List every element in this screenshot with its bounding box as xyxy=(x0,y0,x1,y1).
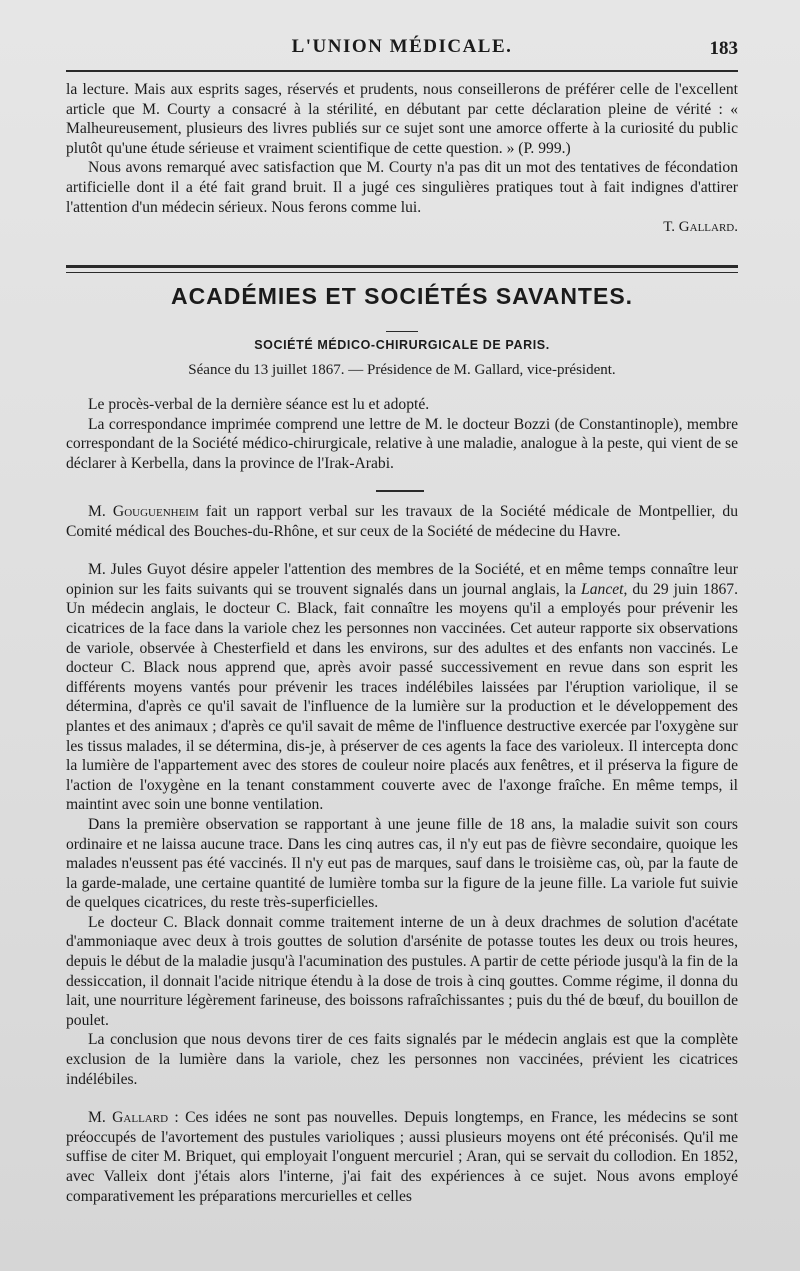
section-rule xyxy=(66,265,738,268)
section-rule-thin xyxy=(66,272,738,273)
section-title: ACADÉMIES ET SOCIÉTÉS SAVANTES. xyxy=(170,283,634,309)
minutes-body xyxy=(66,502,738,1206)
header-rule xyxy=(66,70,738,72)
journal-title: Lancet xyxy=(581,580,624,598)
body-paragraph xyxy=(66,560,738,815)
body-paragraph xyxy=(66,1108,738,1206)
running-title: L'UNION MÉDICALE. xyxy=(291,36,513,57)
speaker-name: M. Gouguenheim xyxy=(88,503,199,520)
paragraph-divider xyxy=(376,490,424,492)
body-paragraph: La conclusion que nous devons tirer de ces faits signalés par le médecin anglais est que la complète exclusion de la lumière dans la variole, chez les personnes non vaccinées, prévient les cicatrices indélébiles. xyxy=(66,1031,738,1088)
author-signature: T. Gallard. xyxy=(663,219,738,236)
body-paragraph xyxy=(66,502,738,541)
intro-article-end xyxy=(66,80,738,238)
body-paragraph: La correspondance imprimée comprend une lettre de M. le docteur Bozzi (de Constantinople), membre correspondant de la Société médico-chirurgicale, relative à une maladie, analogue à la peste, qui vient de se déclarer à Kerbella, dans la province de l'Irak-Arabi. xyxy=(66,415,738,472)
society-title: SOCIÉTÉ MÉDICO-CHIRURGICALE DE PARIS. xyxy=(254,338,550,352)
session-line: Séance du 13 juillet 1867. — Présidence de M. Gallard, vice-président. xyxy=(188,362,616,378)
minutes-opening xyxy=(66,395,738,473)
body-paragraph: Dans la première observation se rapportant à une jeune fille de 18 ans, la maladie suivit son cours ordinaire et ne laissa aucune trace. Dans les cinq autres cas, il n'y eut pas de fièvre secondaire, quoique les malades n'eussent pas été vaccinés. Il n'y eut pas de marques, sauf dans le troisième cas, où, par la faute de la garde-malade, une certaine quantité de lumière tomba sur la figure de la jeune fille. La variole fut suivie de quelques cicatrices, du reste très-superficielles. xyxy=(66,815,738,912)
paragraph-text: M. Jules Guyot désire appeler l'attention des membres de la Société, et en même temps connaître leur opinion sur les faits suivants qui se trouvent signalés dans un journal anglais, la xyxy=(66,561,738,598)
intro-paragraph: Nous avons remarqué avec satisfaction que M. Courty n'a pas dit un mot des tentatives de fécondation artificielle dont il a été fait grand bruit. Il a jugé ces singulières pratiques tout à fait indignes d'attirer l'attention d'un médecin sérieux. Nous ferons comme lui. xyxy=(66,159,738,216)
body-paragraph: Le procès-verbal de la dernière séance est lu et adopté. xyxy=(88,396,430,413)
body-paragraph: Le docteur C. Black donnait comme traitement interne de un à deux drachmes de solution d'acétate d'ammoniaque avec deux à trois gouttes de solution d'arsénite de potasse toutes les deux ou trois heures, depuis le début de la maladie jusqu'à l'acumination des pustules. A partir de cette période jusqu'à la fin de la dessiccation, il donnait l'acide nitrique étendu à la dose de trois à cinq gouttes. Comme régime, il donna du lait, une nourriture légèrement farineuse, des boissons rafraîchissantes ; puis du thé de bœuf, du bouillon de poulet. xyxy=(66,913,738,1029)
speaker-name: M. Gallard xyxy=(88,1109,169,1127)
page-header xyxy=(66,36,738,66)
title-divider xyxy=(386,331,418,332)
intro-paragraph: la lecture. Mais aux esprits sages, réservés et prudents, nous conseillerons de préférer celle de l'excellent article que M. Courty a consacré à la stérilité, en débutant par cette déclaration pleine de vérité : « Malheureusement, plusieurs des livres publiés sur ce sujet sont une amorce offerte à la curiosité du public plutôt qu'une étude sérieuse et vraiment scientifique de cette question. » (P. 999.) xyxy=(66,81,738,157)
page-number: 183 xyxy=(709,38,738,59)
paragraph-text: : Ces idées ne sont pas nouvelles. Depuis longtemps, en France, les médecins se sont préoccupés de l'avortement des pustules varioliques ; aussi plusieurs moyens ont été préconisés. Qu'il me suffise de citer M. Briquet, qui employait l'onguent mercuriel ; Aran, qui se servait du collodion. En 1852, avec Valleix dont j'étais alors l'interne, j'ai fait des expériences à ce sujet. Nous avons employé comparativement les préparations mercurielles et celles xyxy=(66,1109,739,1205)
paragraph-text: fait un rapport verbal sur les travaux de la Société médicale de Montpellier, du Comité médical des Bouches-du-Rhône, et sur ceux de la Société de médecine du Havre. xyxy=(66,503,738,540)
paragraph-text: , du 29 juin 1867. Un médecin anglais, le docteur C. Black, fait connaître les moyens qu'il a employés pour prévenir les cicatrices de la face dans la variole chez les personnes non vaccinées. Cet auteur rapporte six observations de variole, observée à Chesterfield et dans les environs, sur des adultes et des enfants non vaccinés. Le docteur C. Black nous apprend que, après avoir passé successivement en revue dans son esprit les différents moyens vantés pour prévenir les traces indélébiles laissées par l'éruption variolique, il se détermina, d'après ce qu'il savait de l'influence de la lumière sur la production et le développement des plantes et des animaux ; d'après ce qu'il savait de même de l'influence destructive exercée par l'oxygène sur les tissus malades, il se détermina, dis-je, à préserver de ces agents la face des varioleux. Il intercepta donc la lumière de l'appartement avec des stores de couleur noire placés aux fenêtres, et il préserva la figure de l'action de l'oxygène en la tenant constamment couverte avec de l'axonge fraîche. En même temps, il maintint avec soin une bonne ventilation. xyxy=(66,580,739,814)
